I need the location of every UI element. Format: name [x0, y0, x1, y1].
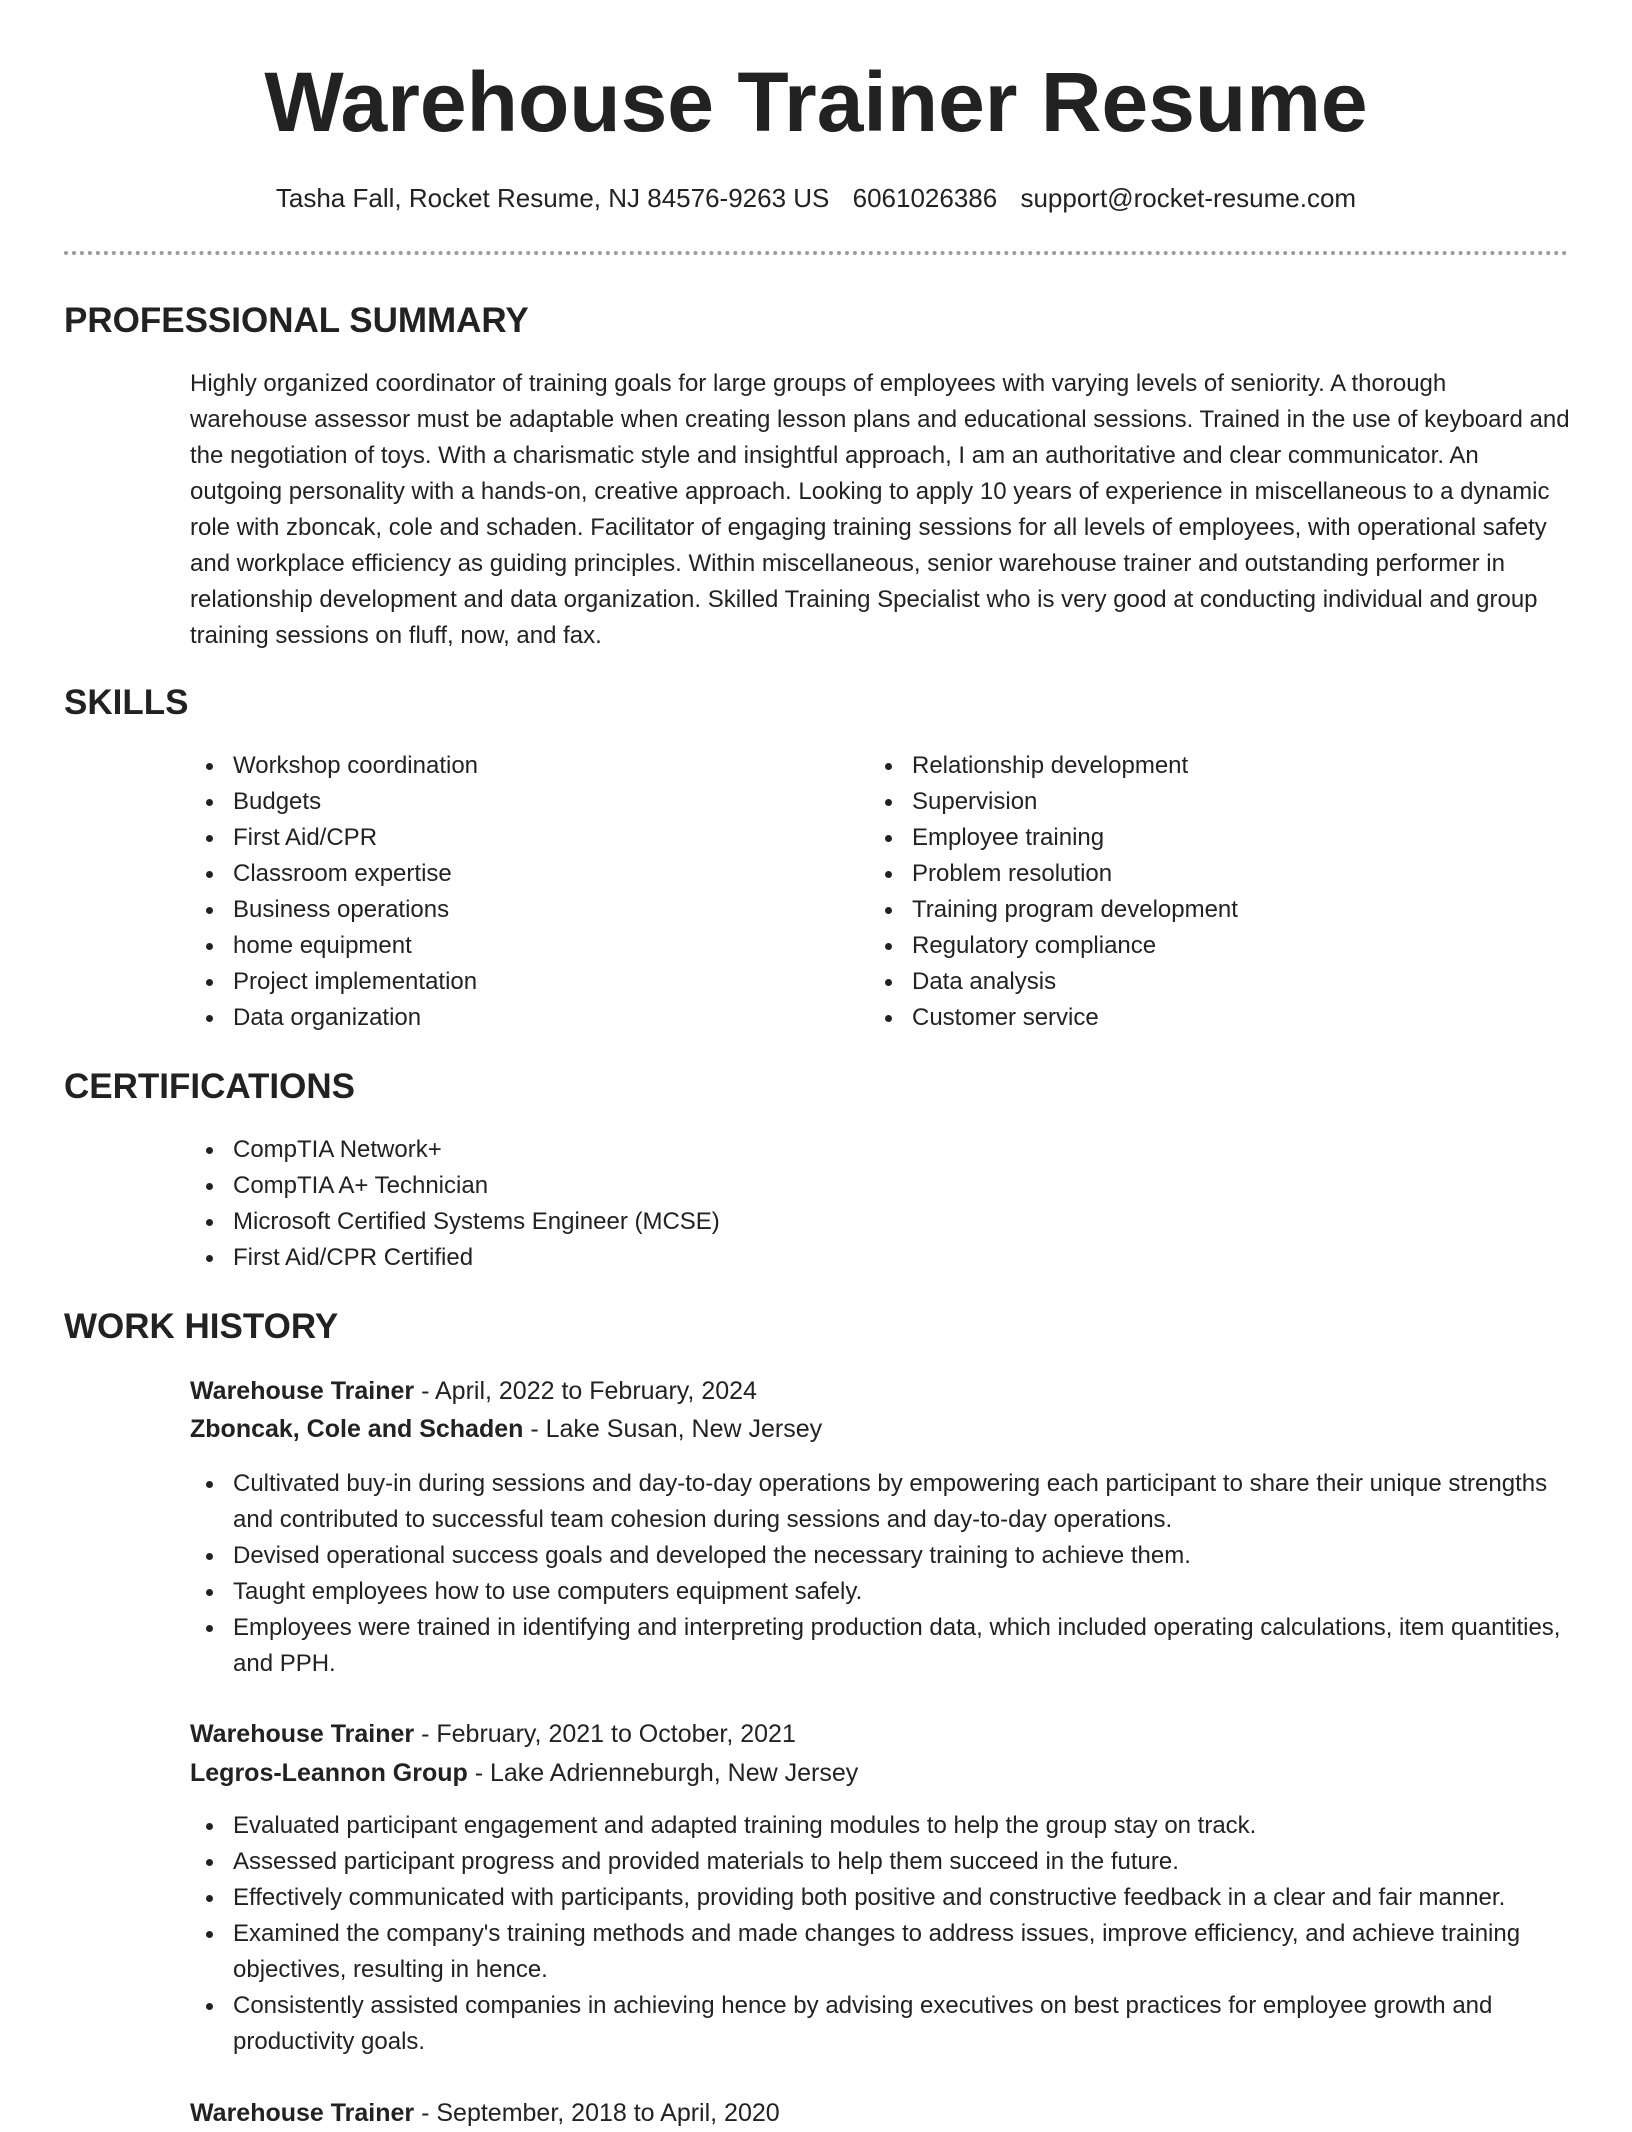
- skill-item: home equipment: [190, 928, 830, 964]
- job-bullet: Assessed participant progress and provided materials to help them succeed in the future.: [190, 1844, 1570, 1880]
- skill-item: Regulatory compliance: [869, 928, 1509, 964]
- job-bullet: Employees were trained in identifying and interpreting production data, which included operating calculations, item quantities, and PPH.: [190, 1610, 1570, 1682]
- job-dates: - February, 2021 to October, 2021: [414, 1720, 796, 1748]
- skills-right-list: [869, 748, 1509, 1036]
- header-divider: [64, 251, 1568, 255]
- skill-item: Classroom expertise: [190, 856, 830, 892]
- resume-title: Warehouse Trainer Resume: [264, 55, 1368, 149]
- skill-item: First Aid/CPR: [190, 820, 830, 856]
- job-responsibilities: [190, 1466, 1570, 1682]
- job-company-line: [190, 1410, 1570, 1448]
- job-location: - Lake Susan, New Jersey: [523, 1415, 823, 1443]
- skill-item: Data organization: [190, 1000, 830, 1036]
- job-title-line: [190, 2094, 1570, 2132]
- contact-address: Tasha Fall, Rocket Resume, NJ 84576-9263 US: [275, 183, 830, 213]
- contact-email: support@rocket-resume.com: [1020, 183, 1357, 213]
- job-bullet: Examined the company's training methods and made changes to address issues, improve efficiency, and achieve training objectives, resulting in hence.: [190, 1916, 1570, 1988]
- job-title: Warehouse Trainer: [190, 1377, 415, 1405]
- job-bullet: Devised operational success goals and developed the necessary training to achieve them.: [190, 1538, 1570, 1574]
- skill-item: Problem resolution: [869, 856, 1509, 892]
- job-bullet: Cultivated buy-in during sessions and day-to-day operations by empowering each participant to share their unique strengths and contributed to successful team cohesion during sessions and day-to-day operations.: [190, 1466, 1570, 1538]
- job-title-line: [190, 1715, 1570, 1753]
- job-title-line: [190, 1372, 1570, 1410]
- skill-item: Supervision: [869, 784, 1509, 820]
- work-history-heading: WORK HISTORY: [64, 1307, 339, 1346]
- job-bullet: Evaluated participant engagement and adapted training modules to help the group stay on track.: [190, 1808, 1570, 1844]
- certification-item: Microsoft Certified Systems Engineer (MCSE): [190, 1204, 1190, 1240]
- skill-item: Training program development: [869, 892, 1509, 928]
- contact-phone: 6061026386: [852, 183, 998, 213]
- job-bullet: Taught employees how to use computers equipment safely.: [190, 1574, 1570, 1610]
- job-dates: - April, 2022 to February, 2024: [414, 1377, 757, 1405]
- skill-item: Data analysis: [869, 964, 1509, 1000]
- job-company-line: [190, 1754, 1570, 1792]
- skill-item: Relationship development: [869, 748, 1509, 784]
- skill-item: Business operations: [190, 892, 830, 928]
- contact-line: [0, 180, 1632, 216]
- job-dates: - September, 2018 to April, 2020: [414, 2099, 780, 2127]
- certification-item: CompTIA A+ Technician: [190, 1168, 1190, 1204]
- job-title: Warehouse Trainer: [190, 1720, 415, 1748]
- certifications-list: [190, 1132, 1190, 1276]
- job-bullet: Consistently assisted companies in achieving hence by advising executives on best practices for employee growth and productivity goals.: [190, 1988, 1570, 2060]
- job-bullet: Effectively communicated with participants, providing both positive and constructive feedback in a clear and fair manner.: [190, 1880, 1570, 1916]
- skills-left-column: [190, 748, 830, 1036]
- job-company: Legros-Leannon Group: [190, 1759, 468, 1787]
- job-bullet-list: [190, 1808, 1570, 2060]
- job-company: Zboncak, Cole and Schaden: [190, 1415, 524, 1443]
- certification-item: CompTIA Network+: [190, 1132, 1190, 1168]
- skill-item: Budgets: [190, 784, 830, 820]
- summary-heading: PROFESSIONAL SUMMARY: [64, 301, 529, 340]
- skill-item: Workshop coordination: [190, 748, 830, 784]
- job-responsibilities: [190, 1808, 1570, 2060]
- summary-text: Highly organized coordinator of training goals for large groups of employees with varying levels of seniority. A thorough warehouse assessor must be adaptable when creating lesson plans and educational sessions. Trained in the use of keyboard and the negotiation of toys. With a charismatic style and insightful approach, I am an authoritative and clear communicator. An outgoing personality with a hands-on, creative approach. Looking to apply 10 years of experience in miscellaneous to a dynamic role with zboncak, cole and schaden. Facilitator of engaging training sessions for all levels of employees, with operational safety and workplace efficiency as guiding principles. Within miscellaneous, senior warehouse trainer and outstanding performer in relationship development and data organization. Skilled Training Specialist who is very good at conducting individual and group training sessions on fluff, now, and fax.: [190, 370, 1570, 649]
- certifications-block: [190, 1132, 1190, 1276]
- certifications-heading: CERTIFICATIONS: [64, 1067, 356, 1106]
- skills-left-list: [190, 748, 830, 1036]
- skill-item: Customer service: [869, 1000, 1509, 1036]
- skill-item: Employee training: [869, 820, 1509, 856]
- certification-item: First Aid/CPR Certified: [190, 1240, 1190, 1276]
- skills-heading: SKILLS: [64, 683, 189, 722]
- job-title: Warehouse Trainer: [190, 2099, 415, 2127]
- skills-right-column: [869, 748, 1509, 1036]
- job-bullet-list: [190, 1466, 1570, 1682]
- skill-item: Project implementation: [190, 964, 830, 1000]
- job-location: - Lake Adrienneburgh, New Jersey: [467, 1759, 859, 1787]
